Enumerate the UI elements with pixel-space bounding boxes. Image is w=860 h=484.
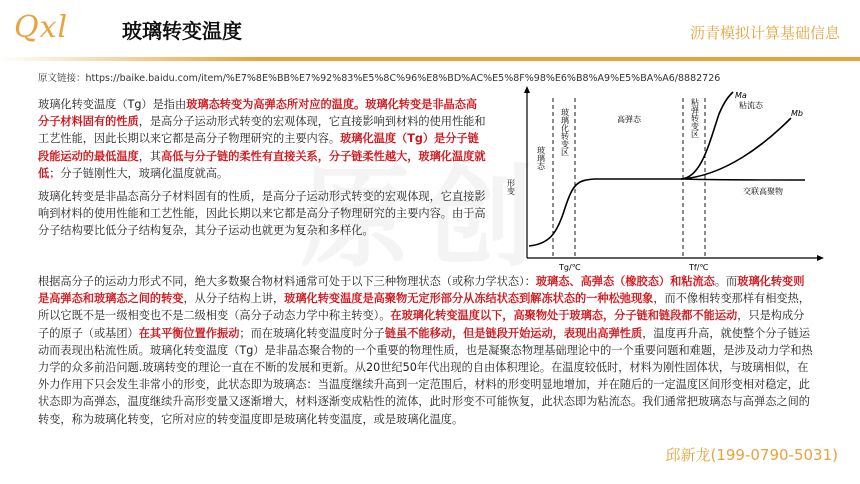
paragraph-intro: 玻璃化转变温度（Tg）是指由玻璃态转变为高弹态所对应的温度。玻璃化转变是非晶态高分子材料固有的性质，是高分子运动形式转变的宏观体现，它直接影响到材料的使用性能和工艺性能，因此长期以来它都是高分子物理研究的主要内容。玻璃化温度（Tg）是分子链段能运动的最低温度，其高低与分子链的柔性有直接关系，分子链柔性越大，玻璃化温度就低；分子链刚性大，玻璃化温度就高。 (38, 98, 486, 180)
x-axis-arrow (817, 255, 824, 261)
brand-label: 沥青模拟计算基础信息 (689, 24, 840, 42)
source-link (38, 70, 720, 84)
tick-tg: Tg/℃ (559, 263, 581, 272)
curve-crosslink (681, 179, 805, 180)
paragraph-second: 玻璃化转变是非晶态高分子材料固有的性质，是高分子运动形式转变的宏观体现，它直接影响到材料的使用性能和工艺性能，因此长期以来它都是高分子物理研究的主要内容。由于高分子结构要比低分子结构复杂，其分子运动也就更为复杂和多样化。 (38, 190, 486, 238)
label-ma: Ma (735, 91, 747, 100)
tick-tf: Tf/℃ (689, 263, 709, 272)
header-divider (0, 57, 860, 61)
region-viscoelastic-transition: 粘弹转变区 (690, 98, 700, 138)
y-axis-label: 形变 (506, 179, 516, 195)
region-glass-transition: 玻璃化转变区 (560, 108, 570, 156)
label-crosslink: 交联高聚物 (743, 187, 783, 196)
label-mb: Mb (791, 109, 803, 118)
deformation-temperature-figure (505, 84, 825, 276)
source-url[interactable]: https://baike.baidu.com/item/%E7%8E%BB%E7%92%83%E5%8C%96%E8%BD%AC%E5%8F%98%E6%B8%A9%E5%BA%A6/8882726 (85, 73, 721, 84)
source-label: 原文链接： (38, 73, 86, 84)
region-rubbery: 高弹态 (617, 115, 641, 124)
region-viscous: 粘流态 (739, 101, 763, 110)
y-axis-arrow (524, 86, 530, 93)
paragraph-main: 根据高分子的运动力形式不同，绝大多数聚合物材料通常可处于以下三种物理状态（或称力学状态）：玻璃态、高弹态（橡胶态）和粘流态。而玻璃化转变则是高弹态和玻璃态之间的转变，从分子结构上讲，玻璃化转变温度是高聚物无定形部分从冻结状态到解冻状态的一种松弛现象，而不像相转变那样有相变热，所以它既不是一级相变也不是二级相变（高分子动态力学中称主转变）。在玻璃化转变温度以下，高聚物处于玻璃态，分子链和链段都不能运动，只是构成分子的原子（或基团）在其平衡位置作振动；而在玻璃化转变温度时分子链虽不能移动，但是链段开始运动，表现出高弹性质，温度再升高，就使整个分子链运动而表现出粘流性质。玻璃化转变温度（Tg）是非晶态聚合物的一个重要的物理性质，也是凝聚态物理基础理论中的一个重要问题和难题，是涉及动力学和热力学的众多前沿问题.玻璃转变的理论一直在不断的发展和更新。从20世纪50年代出现的自由体积理论。在温度较低时，材料为刚性固体状，与玻璃相似，在外力作用下只会发生非常小的形变，此状态即为玻璃态：当温度继续升高到一定范围后，材料的形变明显地增加，并在随后的一定温度区间形变相对稳定，此状态即为高弹态，温度继续升高形变量又逐渐增大，材料逐渐变成粘性的流体，此时形变不可能恢复，此状态即为粘流态。我们通常把玻璃态与高弹态之间的转变，称为玻璃化转变，它所对应的转变温度即是玻璃化转变温度，或是玻璃化温度。 (38, 275, 813, 426)
contact-info: 邱新龙(199-0790-5031) (665, 446, 838, 464)
page-title: 玻璃转变温度 (122, 19, 242, 43)
logo: Qxl (14, 10, 69, 45)
region-glassy: 玻璃态 (536, 146, 546, 170)
